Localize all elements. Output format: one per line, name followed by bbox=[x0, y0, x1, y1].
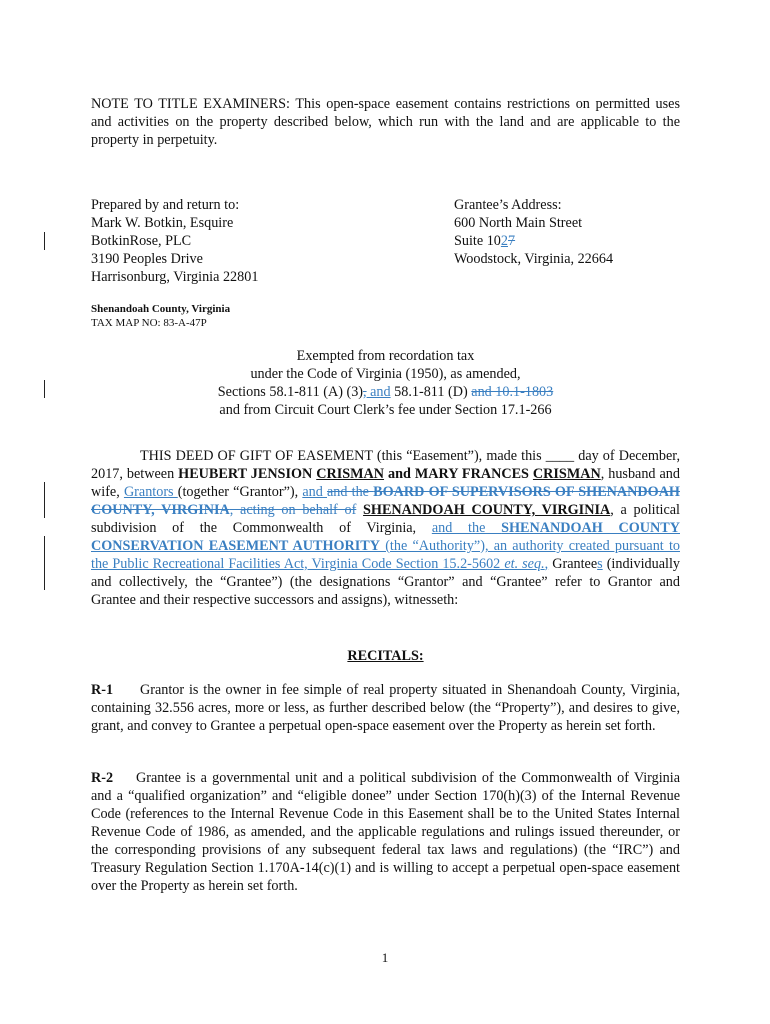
recital-r2 bbox=[91, 769, 680, 895]
grantee-suite bbox=[454, 232, 613, 250]
page-number: 1 bbox=[381, 950, 389, 965]
prepared-by-block bbox=[91, 196, 258, 286]
inserted-text: et. seq. bbox=[504, 556, 545, 572]
grantor-name: HEUBERT JENSION bbox=[178, 466, 317, 482]
inserted-text: and the bbox=[431, 520, 502, 536]
prepared-line: Mark W. Botkin, Esquire bbox=[91, 215, 234, 231]
inserted-text: , bbox=[544, 556, 549, 572]
county-party: SHENANDOAH COUNTY, VIRGINIA bbox=[363, 502, 611, 518]
inserted-text: s bbox=[597, 556, 603, 572]
recital-label: R-1 bbox=[91, 682, 114, 698]
inserted-text: SHENANDOAH COUNTY CONSERVATION EASEMENT AUTHORITY bbox=[91, 520, 680, 554]
suite-prefix: Suite 10 bbox=[454, 233, 501, 249]
exempt-line: Exempted from recordation tax bbox=[296, 348, 475, 364]
change-bar bbox=[44, 232, 45, 250]
grantee-address-heading: Grantee’s Address: bbox=[454, 197, 562, 213]
recital-text: Grantee is a governmental unit and a political subdivision of the Commonwealth of Virginia and a “qualified organization” and “eligible donee” under Section 170(h)(3) of the Internal Revenue Code (references to the Internal Revenue Code in this Easement shall be to the United States Internal Revenue Code of 1986, as amended, and the applicable regulations and rulings issued thereunder, or the corresponding provisions of any subsequent federal tax laws and regulations) (the “IRC”) and Treasury Regulation Section 1.170A-14(c)(1) and is willing to accept a perpetual open-space easement over the Property as herein set forth. bbox=[91, 770, 680, 894]
exemption-block bbox=[91, 347, 680, 419]
deleted-text: and 10.1-1803 bbox=[471, 384, 554, 400]
grantee-street: 600 North Main Street bbox=[454, 215, 583, 231]
exempt-line: and from Circuit Court Clerk’s fee under Section 17.1-266 bbox=[219, 402, 552, 418]
inserted-text: and bbox=[302, 484, 327, 500]
recital-text: Grantor is the owner in fee simple of real property situated in Shenandoah County, Virginia, containing 32.556 acres, more or less, as further described below (the “Property”), and desires to give, grant, and convey to Grantee a perpetual open-space easement over the Property as herein set forth. bbox=[91, 682, 680, 734]
change-bar bbox=[44, 482, 45, 518]
deed-text: Grantee bbox=[548, 556, 598, 572]
deed-text: (together “Grantor”), bbox=[177, 484, 303, 500]
grantee-city: Woodstock, Virginia, 22664 bbox=[454, 251, 614, 267]
inserted-text: Grantors bbox=[123, 484, 178, 500]
prepared-line: Prepared by and return to: bbox=[91, 197, 240, 213]
recital-r1 bbox=[91, 681, 680, 735]
prepared-line: 3190 Peoples Drive bbox=[91, 251, 203, 267]
note-to-title-examiners: NOTE TO TITLE EXAMINERS: This open-space easement contains restrictions on permitted uses and activities on the property described below, which run with the land and are applicable to the property in perpetuity. bbox=[91, 96, 680, 148]
grantor-name: and MARY FRANCES bbox=[384, 466, 533, 482]
county-block bbox=[91, 302, 230, 330]
deleted-text: and the bbox=[326, 484, 374, 500]
change-bar bbox=[44, 380, 45, 398]
deleted-text: , bbox=[363, 384, 367, 400]
prepared-line: Harrisonburg, Virginia 22801 bbox=[91, 269, 259, 285]
prepared-line: BotkinRose, PLC bbox=[91, 233, 192, 249]
deleted-text: 7 bbox=[508, 233, 516, 249]
grantee-address-block bbox=[454, 196, 613, 268]
deed-text: THIS DEED OF GIFT OF EASEMENT (this “Easement”), made this ____ day of December, 2017, between bbox=[91, 448, 680, 482]
exempt-line: under the Code of Virginia (1950), as amended, bbox=[250, 366, 521, 382]
grantor-surname: CRISMAN bbox=[532, 466, 601, 482]
county-name: Shenandoah County, Virginia bbox=[91, 303, 231, 315]
deed-text: , a political subdivision of the Commonwealth of Virginia, bbox=[91, 502, 681, 536]
deleted-text: BOARD OF SUPERVISORS OF SHENANDOAH COUNTY, VIRGINIA bbox=[91, 484, 680, 518]
exempt-text: 58.1-811 (D) bbox=[390, 384, 472, 400]
inserted-text: and bbox=[366, 384, 391, 400]
inserted-text: 2 bbox=[500, 233, 508, 249]
deleted-text: , acting on behalf of bbox=[229, 502, 357, 518]
exempt-line bbox=[91, 383, 680, 401]
recital-label: R-2 bbox=[91, 770, 114, 786]
inserted-text: (the “Authority”), an authority created pursuant to the Public Recreational Facilities Act, Virginia Code Section 15.2-5602 bbox=[91, 538, 680, 572]
deed-text: (individually and collectively, the “Grantee”) (the designations “Grantor” and “Grantee” refer to Grantor and Grantee and their respective successors and assigns), witnesseth: bbox=[91, 556, 680, 608]
grantor-surname: CRISMAN bbox=[316, 466, 385, 482]
tax-map-number: TAX MAP NO: 83-A-47P bbox=[91, 317, 207, 329]
deed-paragraph bbox=[91, 447, 680, 609]
deed-text: , husband and wife, bbox=[91, 466, 680, 500]
change-bar bbox=[44, 536, 45, 590]
recitals-heading: RECITALS: bbox=[347, 648, 424, 664]
exempt-text: Sections 58.1-811 (A) (3) bbox=[217, 384, 364, 400]
